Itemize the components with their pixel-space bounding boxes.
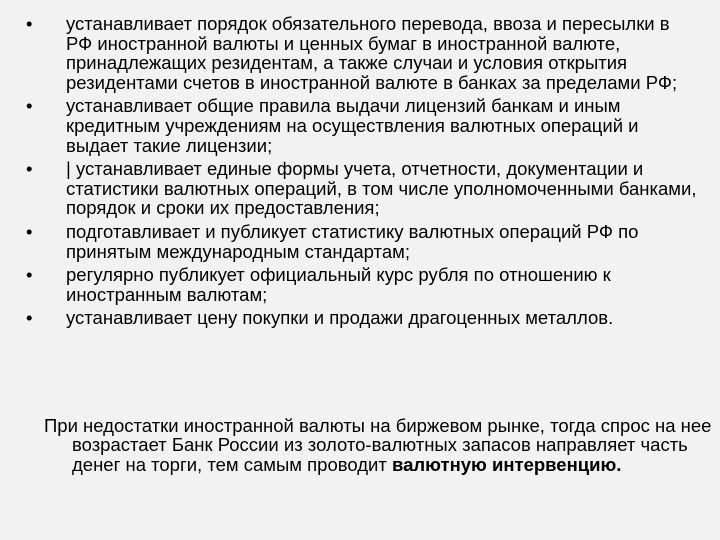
- bullet-text: регулярно публикует официальный курс рубля по отношению к иностранным валютам;: [66, 264, 611, 305]
- bullet-marker: •: [26, 264, 33, 286]
- bullet-text: устанавливает общие правила выдачи лицензий банкам и иным кредитным учреждениям на осуществления валютных операций и выдает такие лицензии;: [66, 95, 639, 156]
- list-item: [22, 14, 698, 92]
- list-item: [22, 159, 698, 218]
- list-item: [22, 265, 698, 304]
- bullet-marker: •: [26, 95, 33, 117]
- bullet-text: устанавливает цену покупки и продажи драгоценных металлов.: [66, 307, 614, 329]
- bullet-list: [22, 14, 698, 332]
- paragraph-bold-term: валютную интервенцию.: [392, 453, 622, 475]
- list-item: [22, 308, 698, 328]
- bullet-marker: •: [26, 307, 33, 329]
- bullet-marker: •: [26, 13, 33, 34]
- summary-paragraph: [44, 416, 712, 475]
- list-item: [22, 222, 698, 261]
- bullet-marker: •: [26, 220, 33, 242]
- list-item: [22, 96, 698, 155]
- bullet-text: подготавливает и публикует статистику валютных операций РФ по принятым международным стандартам;: [66, 220, 639, 262]
- bullet-marker: •: [26, 158, 33, 180]
- paragraph-text: При недостатки иностранной валюты на биржевом рынке, тогда спрос на нее возрастает Банк России из золото-валютных запасов направляет часть денег на торги, тем самым проводит: [44, 414, 712, 475]
- bullet-text: | устанавливает единые формы учета, отчетности, документации и статистики валютных операций, в том числе уполномоченными банками, порядок и сроки их предоставления;: [66, 158, 697, 219]
- bullet-text: устанавливает порядок обязательного перевода, ввоза и пересылки в РФ иностранной валюты и ценных бумаг в иностранной валюте, принадлежащих резидентам, а также случаи и условия открытия резидентами счетов в иностранной валюте в банках за пределами РФ;: [66, 13, 678, 93]
